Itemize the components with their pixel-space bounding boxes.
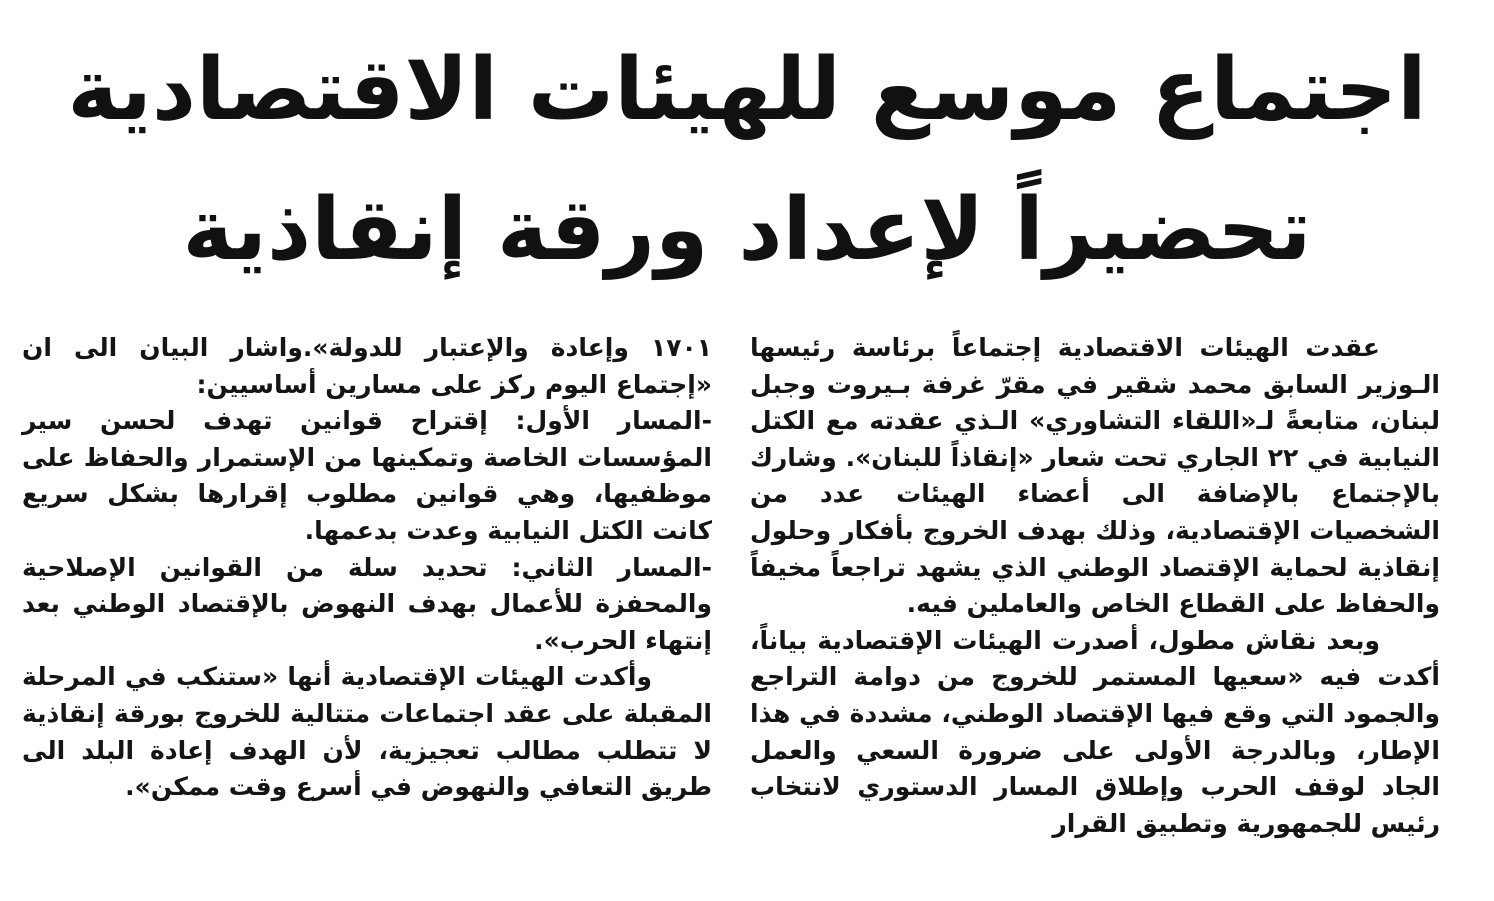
article-column-right bbox=[750, 330, 1440, 842]
article-column-left bbox=[22, 330, 712, 806]
paragraph-track-two: -المسار الثاني: تحديد سلة من القوانين الإصلاحية والمحفزة للأعمال بهدف النهوض بالإقتصاد الوطني بعد إنتهاء الحرب». bbox=[22, 552, 712, 655]
paragraph-continuation: ١٧٠١ وإعادة والإعتبار للدولة».واشار البيان الى ان «إجتماع اليوم ركز على مسارين أساسيين: bbox=[22, 333, 712, 399]
paragraph-statement: وبعد نقاش مطول، أصدرت الهيئات الإقتصادية بياناً، أكدت فيه «سعيها المستمر للخروج من دوامة التراجع والجمود التي وقع فيها الإقتصاد الوطني، مشددة في هذا الإطار، وبالدرجة الأولى على ضرورة السعي والعمل الجاد لوقف الحرب وإطلاق المسار الدستوري لانتخاب رئيس للجمهورية وتطبيق القرار bbox=[750, 625, 1440, 838]
paragraph-track-one: -المسار الأول: إقتراح قوانين تهدف لحسن سير المؤسسات الخاصة وتمكينها من الإستمرار والحفاظ على موظفيها، وهي قوانين مطلوب إقرارها بشكل سريع كانت الكتل النيابية وعدت بدعمها. bbox=[22, 406, 712, 545]
headline-line-2: تحضيراً لإعداد ورقة إنقاذية bbox=[182, 180, 1312, 280]
headline-line-1: اجتماع موسع للهيئات الاقتصادية bbox=[67, 40, 1427, 140]
paragraph-conclusion: وأكدت الهيئات الإقتصادية أنها «ستنكب في المرحلة المقبلة على عقد اجتماعات متتالية للخروج بورقة إنقاذية لا تتطلب مطالب تعجيزية، لأن الهدف إعادة البلد الى طريق التعافي والنهوض في أسرع وقت ممكن». bbox=[22, 662, 712, 802]
paragraph-intro: عقدت الهيئات الاقتصادية إجتماعاً برئاسة رئيسها الـوزير السابق محمد شقير في مقرّ غرفة بـيروت وجبل لبنان، متابعةً لـ«اللقاء التشاوري» الـذي عقدته مع الكتل النيابية في ٢٢ الجاري تحت شعار «إنقاذاً للبنان». وشارك بالإجتماع بالإضافة الى أعضاء الهيئات عدد من الشخصيات الإقتصادية، وذلك بهدف الخروج بأفكار وحلول إنقاذية لحماية الإقتصاد الوطني الذي يشهد تراجعاً مخيفاً والحفاظ على القطاع الخاص والعاملين فيه. bbox=[750, 333, 1441, 619]
